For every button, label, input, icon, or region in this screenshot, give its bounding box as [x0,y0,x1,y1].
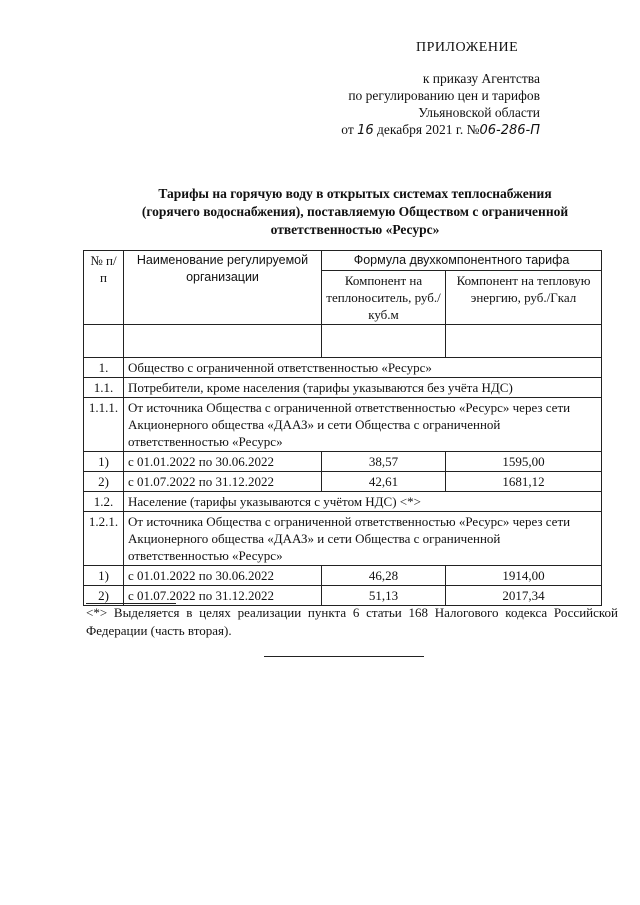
order-date-prefix: от [341,122,354,137]
table-row [84,358,602,378]
row-value-coolant: 42,61 [322,472,446,492]
spacer-cell [124,325,322,358]
row-name: От источника Общества с ограниченной ответственностью «Ресурс» через сети Акционерного общества «ДААЗ» и сети Общества с ограниченной ответственностью «Ресурс» [124,512,602,566]
order-line-2: по регулированию цен и тарифов [348,88,540,103]
table-header-row [84,251,602,271]
header-component-energy: Компонент на тепловую энергию, руб./Гкал [446,271,602,325]
row-num: 1.1. [84,378,124,398]
table-spacer-row [84,325,602,358]
row-name: Потребители, кроме населения (тарифы указываются без учёта НДС) [124,378,602,398]
table-row [84,452,602,472]
table-row [84,398,602,452]
order-date-rest: декабря 2021 г. № [377,122,480,137]
row-num: 1.2.1. [84,512,124,566]
row-period: с 01.01.2022 по 30.06.2022 [124,566,322,586]
row-value-coolant: 51,13 [322,586,446,606]
header-num: № п/п [84,251,124,325]
spacer-cell [446,325,602,358]
row-value-coolant: 46,28 [322,566,446,586]
tariff-table [83,250,602,606]
footnote: <*> Выделяется в целях реализации пункта 6 статьи 168 Налогового кодекса Российской Федерации (часть вторая). [86,605,618,638]
row-num: 2) [84,472,124,492]
row-value-energy: 2017,34 [446,586,602,606]
row-num: 2) [84,586,124,606]
order-line-1: к приказу Агентства [422,71,540,86]
row-period: с 01.07.2022 по 31.12.2022 [124,586,322,606]
row-num: 1) [84,566,124,586]
header-organization: Наименование регулируемой организации [124,251,322,325]
header-formula: Формула двухкомпонентного тарифа [322,251,602,271]
table-row [84,566,602,586]
row-period: с 01.07.2022 по 31.12.2022 [124,472,322,492]
header-component-coolant: Компонент на теплоноситель, руб./куб.м [322,271,446,325]
row-num: 1.2. [84,492,124,512]
table-row [84,378,602,398]
row-period: с 01.01.2022 по 30.06.2022 [124,452,322,472]
end-of-document-line [264,656,424,657]
row-num: 1.1.1. [84,398,124,452]
appendix-heading: ПРИЛОЖЕНИЕ [416,40,519,55]
table-row [84,512,602,566]
order-reference [341,70,540,139]
row-value-energy: 1914,00 [446,566,602,586]
table-row [84,472,602,492]
row-num: 1. [84,358,124,378]
row-name: От источника Общества с ограниченной ответственностью «Ресурс» через сети Акционерного общества «ДААЗ» и сети Общества с ограниченной ответственностью «Ресурс» [124,398,602,452]
order-date-line [341,121,540,139]
row-value-energy: 1595,00 [446,452,602,472]
spacer-cell [322,325,446,358]
title-line-3: ответственностью «Ресурс» [270,222,440,237]
row-value-coolant: 38,57 [322,452,446,472]
row-name: Общество с ограниченной ответственностью «Ресурс» [124,358,602,378]
title-line-1: Тарифы на горячую воду в открытых системах теплоснабжения [158,186,552,201]
row-name: Население (тарифы указываются с учётом НДС) <*> [124,492,602,512]
order-day-handwritten: 16 [357,123,374,138]
row-num: 1) [84,452,124,472]
spacer-cell [84,325,124,358]
order-number-handwritten: 06-286-П [479,123,540,138]
document-title [90,185,620,239]
order-line-3: Ульяновской области [418,105,540,120]
title-line-2: (горячего водоснабжения), поставляемую Обществом с ограниченной [141,204,569,219]
table-row [84,492,602,512]
row-value-energy: 1681,12 [446,472,602,492]
